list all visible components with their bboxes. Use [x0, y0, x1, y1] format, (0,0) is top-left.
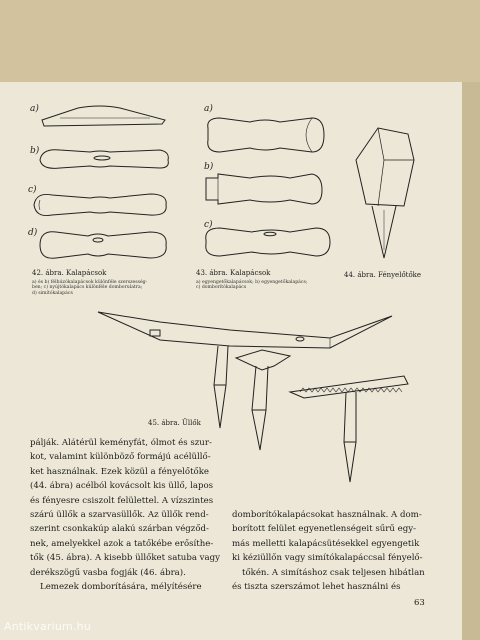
text-line: szárú üllők a szarvasüllők. Az üllők rend- — [30, 510, 209, 521]
fig42-label-a: a) — [30, 104, 39, 114]
fig43-caption — [196, 280, 346, 291]
fig42-label-c: c) — [28, 185, 37, 195]
fig42-label-d: d) — [28, 228, 38, 238]
text-line: más melletti kalapácsütésekkel egyengetik — [232, 538, 420, 549]
fig42-caption-line: d) simítókalapács — [32, 290, 73, 296]
text-line: nek, amelyekkel azok a tatőkébe erősíthe- — [30, 538, 214, 549]
text-line: tőkén. A simításhoz csak teljesen hibátlan — [242, 567, 425, 578]
fig42-caption-line: ben; c) nyújtókalapács különféle domborulatra; — [32, 285, 143, 291]
left-column-text — [30, 436, 220, 594]
fig42-caption — [32, 280, 202, 296]
text-line: pálják. Alátérül keményfát, ólmot és szur- — [30, 438, 212, 448]
fig44-title: 44. ábra. Fényelőtőke — [344, 271, 422, 279]
hammer-c-illustration — [34, 194, 166, 216]
fig43-title: 43. ábra. Kalapácsok — [196, 269, 271, 277]
text-line: ket használnak. Ezek közül a fényelőtőke — [30, 466, 210, 477]
anvil-horn-illustration — [98, 312, 392, 428]
fig42-title: 42. ábra. Kalapácsok — [32, 269, 107, 277]
text-line: tők (45. ábra). A kisebb üllőket satuba vagy — [30, 553, 221, 564]
fig42-label-b: b) — [30, 146, 40, 156]
text-line: szerint csonkakúp alakú szárban végződ- — [30, 524, 209, 535]
text-line: borított felület egyenetlenségeit sűrű egy- — [232, 524, 417, 535]
fig43-label-b: b) — [204, 162, 214, 172]
right-column-text — [232, 508, 432, 594]
hammer-43a-illustration — [208, 118, 324, 152]
fig43-label-c: c) — [204, 220, 213, 230]
fig43-caption-line: a) egyengetőkalapácsok; b) egyengetőkalapács; — [196, 280, 308, 285]
text-line: kot, valamint különböző formájú acélüllő- — [30, 452, 211, 463]
text-line: (44. ábra) acélból kovácsolt kis üllő, lapos — [30, 481, 214, 492]
hammer-a-illustration — [42, 106, 165, 126]
page-number: 63 — [414, 598, 425, 608]
text-line: domborítókalapácsokat használnak. A dom- — [232, 510, 422, 520]
fig43-caption-line: c) domborítókalapács — [196, 285, 247, 291]
text-line: és fényesre csiszolt felülettel. A vízszintes — [30, 495, 214, 506]
fig45-title: 45. ábra. Üllők — [148, 419, 201, 427]
hammer-b-illustration — [40, 150, 168, 169]
fig42-caption-line: a) és b) félhúzókalapácsok különféle szerszesség- — [32, 280, 148, 285]
stake-44-illustration — [356, 128, 414, 258]
text-line: derékszögű vasba fogják (46. ábra). — [30, 567, 186, 578]
hammer-43b-illustration — [206, 174, 322, 204]
watermark: Antikvarium.hu — [4, 620, 91, 633]
fig43-label-a: a) — [204, 104, 213, 114]
text-line: ki kéziüllőn vagy simítókalapáccsal fényelő- — [232, 553, 423, 564]
hammer-43c-illustration — [206, 228, 330, 256]
hammer-d-illustration — [40, 232, 166, 258]
anvil-small-illustration — [236, 350, 290, 450]
anvil-serrated-illustration — [290, 376, 408, 482]
text-line: és tiszta szerszámot lehet használni és — [232, 582, 401, 593]
text-line: Lemezek domborítására, mélyítésére — [40, 582, 202, 593]
